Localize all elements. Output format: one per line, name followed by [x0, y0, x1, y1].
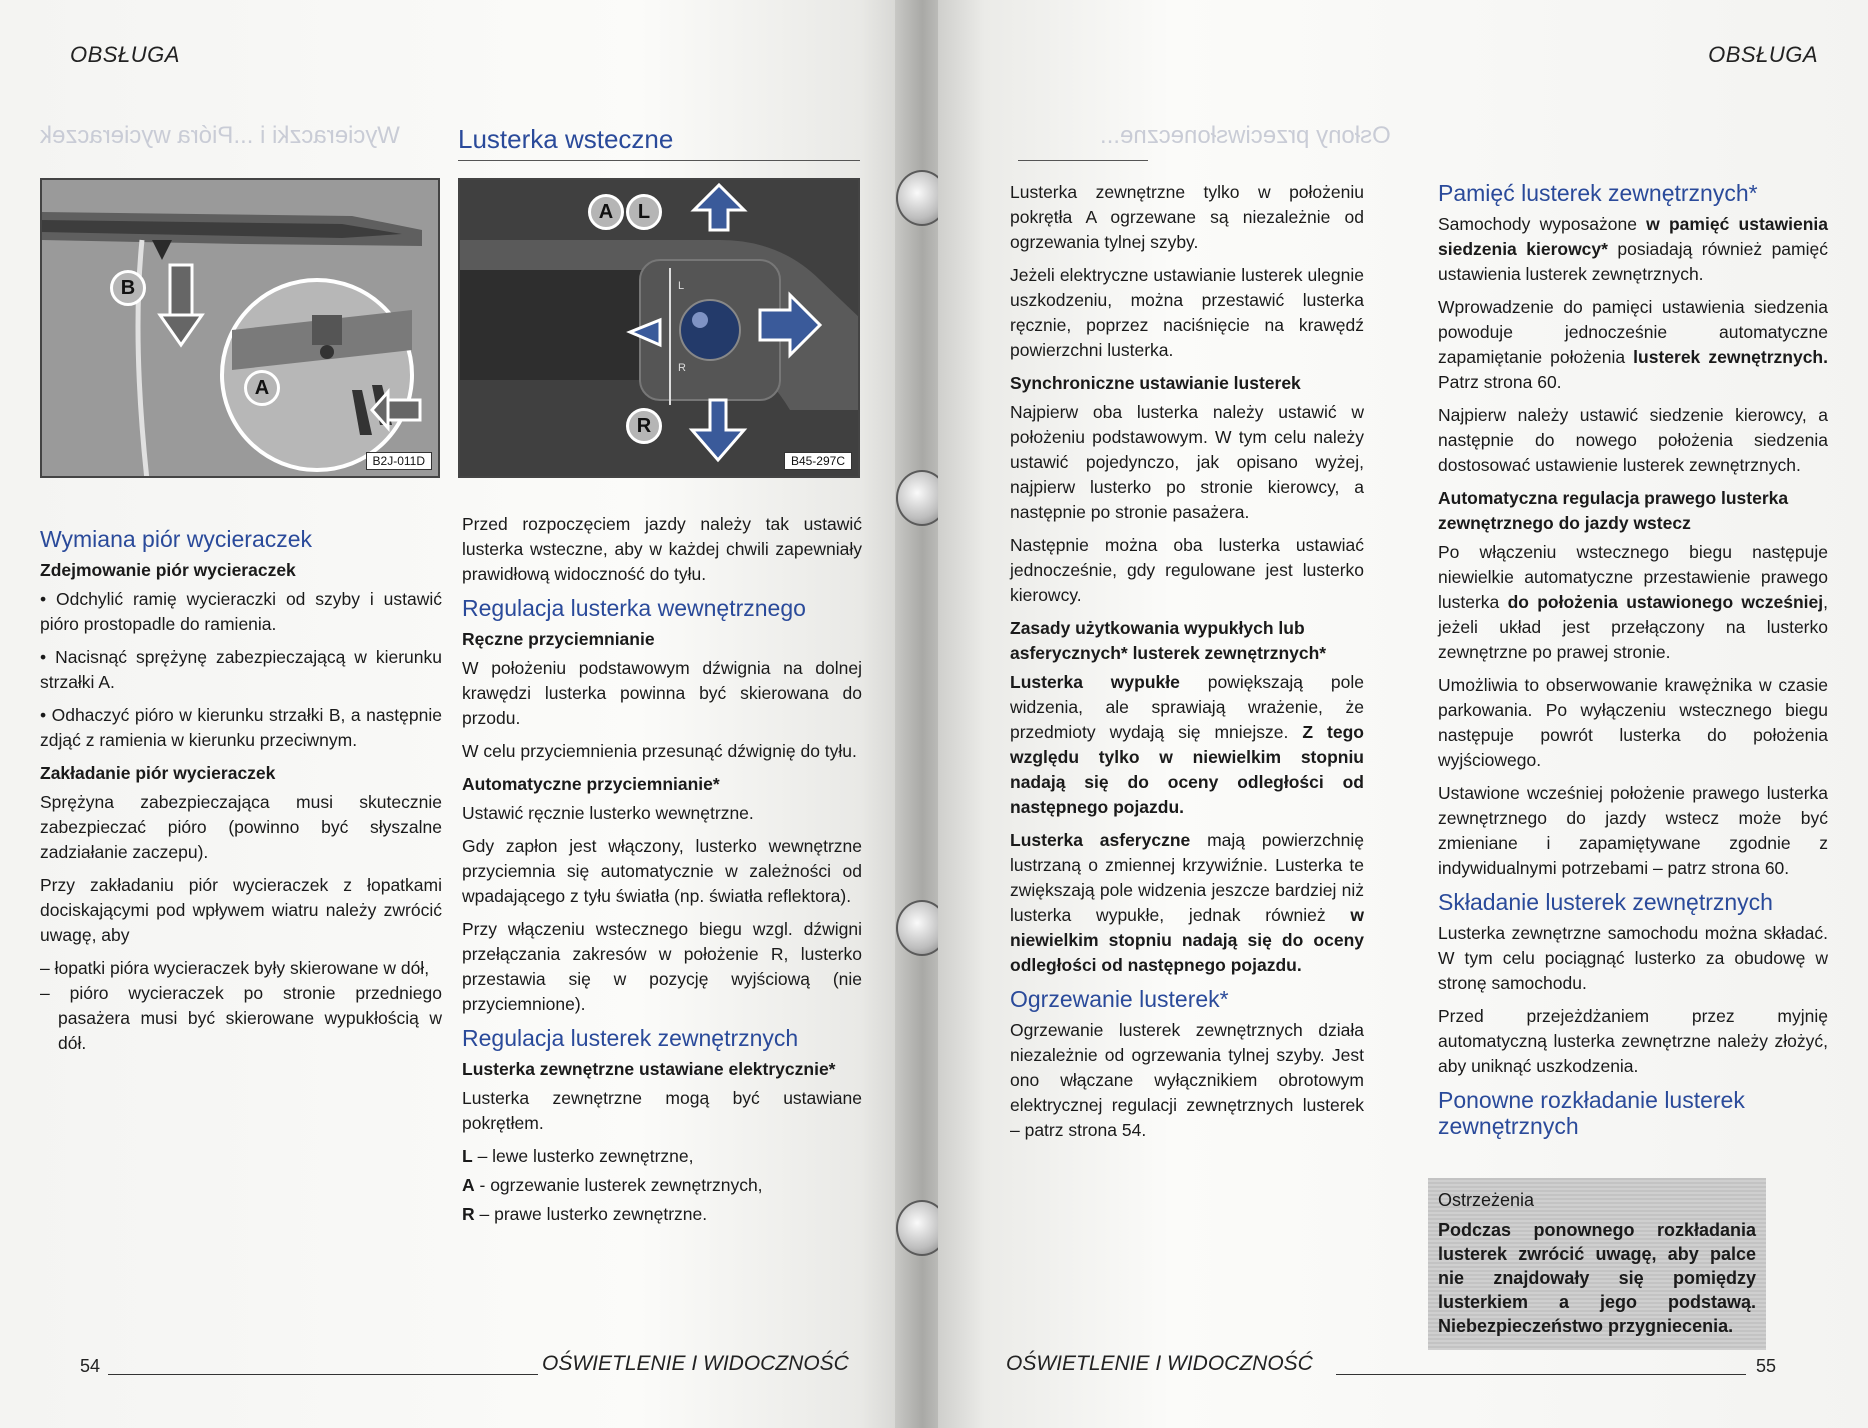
- paragraph-memory-3: Najpierw należy ustawić siedzenie kierowcy, a następnie do nowego położenia siedzenia dostosować ustawienie lusterek zewnętrznych.: [1438, 405, 1828, 475]
- paragraph-reverse-1: Po włączeniu wstecznego biegu następuje niewielkie automatyczne przestawienie prawego lusterka do położenia ustawionego wcześniej, jeżeli układ jest przełączony na lusterko zewnętrzne po prawej stronie.: [1438, 542, 1828, 662]
- footer-rule-right: [1336, 1374, 1746, 1375]
- page-number-left: 54: [80, 1356, 101, 1376]
- callout-l-switch: L: [626, 194, 662, 230]
- legend-r: R – prawe lusterko zewnętrzne.: [462, 1204, 708, 1224]
- subheading-manual-dim: Ręczne przyciemnianie: [462, 629, 655, 649]
- ghost-heading-left: Wycieraczki i ...Pióra wycieraczek: [40, 122, 400, 149]
- knob-label-l: L: [678, 280, 685, 292]
- page-number-right: 55: [1756, 1356, 1777, 1376]
- heading-outer-mirrors: Regulacja lusterek zewnętrznych: [462, 1025, 799, 1051]
- title-rule: [458, 160, 860, 161]
- heading-fold: Składanie lusterek zewnętrznych: [1438, 889, 1773, 915]
- paragraph-auto-1: Ustawić ręcznie lusterko wewnętrzne.: [462, 803, 754, 823]
- right-column-2: [1438, 180, 1828, 1145]
- callout-a-switch: A: [588, 194, 624, 230]
- paragraph-auto-2: Gdy zapłon jest włączony, lusterko wewnętrzne przyciemnia się automatycznie w zależności od wpadającego z tyłu światła (np. światła reflektora).: [462, 836, 862, 906]
- footer-rule-left: [108, 1374, 538, 1375]
- ghost-heading-right: Osłony przeciwsłoneczne...: [1100, 122, 1391, 149]
- paragraph-reverse-3: Ustawione wcześniej położenie prawego lusterka zewnętrznego do jazdy wstecz może być zmieniane i zapamiętywane zgodnie z indywidualnymi potrzebami – patrz strona 60.: [1438, 783, 1828, 878]
- bullet-1: • Odchylić ramię wycieraczki od szyby i ustawić pióro prostopadle do ramienia.: [40, 589, 442, 634]
- bullet-3: • Odhaczyć pióro w kierunku strzałki B, a następnie zdjąć z ramienia w kierunku przeciwnym.: [40, 705, 442, 750]
- ghost-rule-right: [1018, 160, 1148, 161]
- footer-right: OŚWIETLENIE I WIDOCZNOŚĆ: [1006, 1352, 1313, 1375]
- warning-box: [1428, 1178, 1766, 1350]
- callout-r-switch: R: [626, 408, 662, 444]
- subheading-auto-reverse: Automatyczna regulacja prawego lusterka zewnętrznego do jazdy wstecz: [1438, 488, 1789, 533]
- wiper-figure: [40, 178, 440, 478]
- paragraph-manual-1: W położeniu podstawowym dźwignia na dolnej krawędzi lusterka powinna być skierowana do przodu.: [462, 658, 862, 728]
- running-head-left: OBSŁUGA: [70, 42, 180, 67]
- running-head-right: OBSŁUGA: [1708, 42, 1818, 67]
- subheading-remove: Zdejmowanie piór wycieraczek: [40, 560, 296, 580]
- figure-code-2: B45-297C: [784, 452, 852, 470]
- heading-unfold: Ponowne rozkładanie lusterek zewnętrznych: [1438, 1087, 1745, 1139]
- subheading-auto-dim: Automatyczne przyciemnianie*: [462, 774, 720, 794]
- paragraph-install: Przy zakładaniu piór wycieraczek z łopatkami dociskającymi pod wpływem wiatru należy zwrócić uwagę, aby: [40, 875, 442, 945]
- bullet-2: • Nacisnąć sprężynę zabezpieczającą w kierunku strzałki A.: [40, 647, 442, 692]
- paragraph-sync-2: Następnie można oba lusterka ustawiać jednocześnie, gdy regulowane jest lusterko kierowcy.: [1010, 535, 1364, 605]
- callout-b: B: [110, 270, 146, 306]
- paragraph-convex: Lusterka wypukłe powiększają pole widzenia, ale sprawiają wrażenie, że przedmioty wydają się mniejsze. Z tego względu tylko w niewielkim stopniu nadają się do oceny odległości od następnego pojazdu.: [1010, 672, 1364, 817]
- mirrors-column: [462, 512, 862, 1231]
- left-page: [0, 0, 915, 1428]
- paragraph-heating: Ogrzewanie lusterek zewnętrznych działa niezależnie od ogrzewania tylnej szyby. Jest ono włączane wyłącznikiem obrotowym elektrycznej regulacji zewnętrznych lusterek – patrz strona 54.: [1010, 1020, 1364, 1140]
- warning-title: Ostrzeżenia: [1438, 1190, 1535, 1210]
- paragraph-fold-2: Przed przejeżdżaniem przez myjnię automatyczną lusterka zewnętrzne należy złożyć, aby uniknąć uszkodzenia.: [1438, 1006, 1828, 1076]
- paragraph-aspheric: Lusterka asferyczne mają powierzchnię lustrzaną o zmiennej krzywiźnie. Lusterka te zwiększają pole widzenia jeszcze bardziej niż lusterka wypukłe, jednak również w niewielkim stopniu nadają się do oceny odległości od następnego pojazdu.: [1010, 830, 1364, 975]
- mirror-switch-figure: [458, 178, 860, 478]
- dash-item-2: – pióro wycieraczek po stronie przedniego pasażera musi być skierowane wypukłością w dół.: [40, 983, 442, 1053]
- section-title-mirrors: Lusterka wsteczne: [458, 124, 674, 154]
- paragraph-fold-1: Lusterka zewnętrzne samochodu można składać. W tym celu pociągnąć lusterko za obudowę w stronę samochodu.: [1438, 923, 1828, 993]
- paragraph-memory-1: Samochody wyposażone w pamięć ustawienia siedzenia kierowcy* posiadają również pamięć ustawienia lusterek zewnętrznych.: [1438, 214, 1829, 284]
- wiper-illustration: [42, 180, 440, 478]
- left-column: [40, 518, 442, 1056]
- paragraph-sync-1: Najpierw oba lusterka należy ustawić w położeniu podstawowym. W tym celu należy ustawić pojedynczo, jak opisano wyżej, najpierw lusterko po stronie kierowcy, a następnie po stronie pasażera.: [1010, 402, 1364, 522]
- right-column-1: [1010, 180, 1364, 1151]
- figure-code: B2J-011D: [366, 452, 432, 470]
- right-page: [938, 0, 1868, 1428]
- knob-label-r: R: [678, 362, 686, 374]
- callout-a: A: [244, 370, 280, 406]
- legend-a: A - ogrzewanie lusterek zewnętrznych,: [462, 1175, 763, 1195]
- paragraph-reverse-2: Umożliwia to obserwowanie krawężnika w czasie parkowania. Po wyłączeniu wstecznego biegu następuje powrót lusterka do położenia wyjściowego.: [1438, 675, 1828, 770]
- subheading-sync: Synchroniczne ustawianie lusterek: [1010, 373, 1301, 393]
- heading-inner-mirror: Regulacja lusterka wewnętrznego: [462, 595, 806, 621]
- paragraph-manual-2: W celu przyciemnienia przesunąć dźwignię do tyłu.: [462, 741, 857, 761]
- paragraph-heat-knob: Lusterka zewnętrzne tylko w położeniu pokrętła A ogrzewane są niezależnie od ogrzewania tylnej szyby.: [1010, 182, 1364, 252]
- paragraph-manual-adjust: Jeżeli elektryczne ustawianie lusterek ulegnie uszkodzeniu, można przestawić lusterka ręcznie, poprzez naciśnięcie na krawędź powierzchni lusterka.: [1010, 265, 1364, 360]
- footer-left: OŚWIETLENIE I WIDOCZNOŚĆ: [542, 1352, 849, 1375]
- paragraph-spring: Sprężyna zabezpieczająca musi skutecznie zabezpieczać pióro (powinno być słyszalne zadziałanie zaczepu).: [40, 792, 442, 862]
- heading-memory: Pamięć lusterek zewnętrznych*: [1438, 180, 1758, 206]
- mirrors-intro: Przed rozpoczęciem jazdy należy tak ustawić lusterka wsteczne, aby w każdej chwili zapewniały prawidłową widoczność do tyłu.: [462, 514, 862, 584]
- dash-item-1: – łopatki pióra wycieraczek były skierowane w dół,: [40, 958, 430, 978]
- subheading-convex: Zasady użytkowania wypukłych lub asferycznych* lusterek zewnętrznych*: [1010, 618, 1327, 663]
- subheading-electric: Lusterka zewnętrzne ustawiane elektrycznie*: [462, 1059, 836, 1079]
- subheading-install: Zakładanie piór wycieraczek: [40, 763, 276, 783]
- paragraph-auto-3: Przy włączeniu wstecznego biegu wzgl. dźwigni przełączania zakresów w położenie R, lusterko przestawia się w pozycję wyjściową (nie przyciemnione).: [462, 919, 862, 1014]
- legend-l: L – lewe lusterko zewnętrzne,: [462, 1146, 694, 1166]
- heading-heating: Ogrzewanie lusterek*: [1010, 986, 1229, 1012]
- warning-text: Podczas ponownego rozkładania lusterek zwrócić uwagę, aby palce nie znajdowały się pomiędzy lusterkiem a jego podstawą. Niebezpieczeństwo przygniecenia.: [1438, 1220, 1756, 1336]
- paragraph-electric: Lusterka zewnętrzne mogą być ustawiane pokrętłem.: [462, 1088, 862, 1133]
- heading-wiper-replace: Wymiana piór wycieraczek: [40, 526, 313, 552]
- paragraph-memory-2: Wprowadzenie do pamięci ustawienia siedzenia powoduje jednocześnie automatyczne zapamiętanie położenia lusterek zewnętrznych. Patrz strona 60.: [1438, 297, 1828, 392]
